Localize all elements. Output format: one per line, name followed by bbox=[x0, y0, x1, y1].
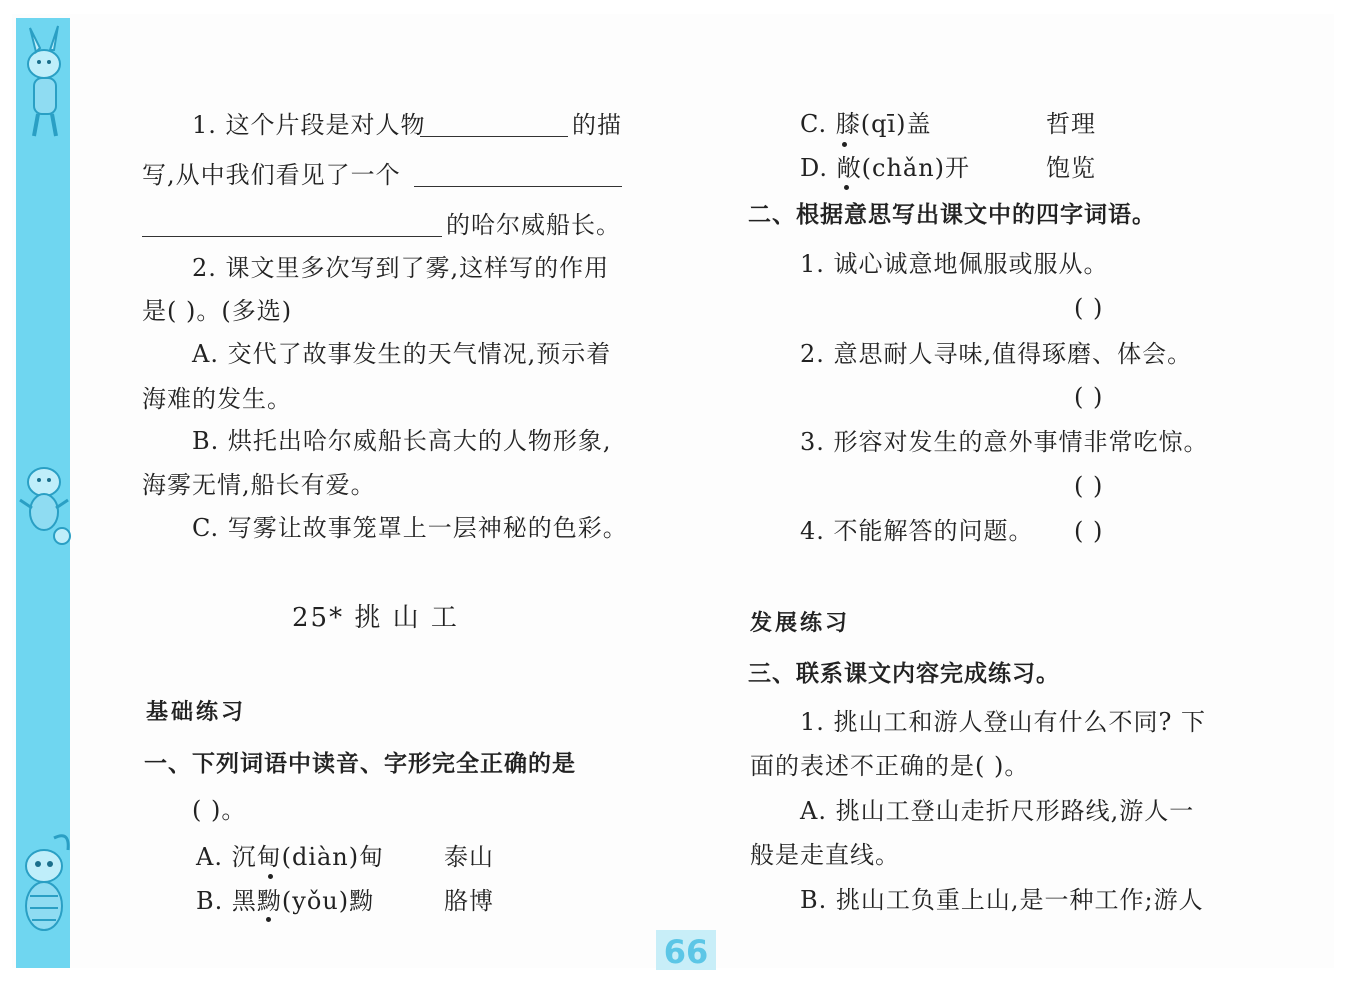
lesson-title: 25* 挑 山 工 bbox=[292, 603, 459, 633]
section-2-title: 二、根据意思写出课文中的四字词语。 bbox=[748, 202, 1156, 228]
basic-practice-heading: 基础练习 bbox=[146, 700, 247, 725]
emphasis-dot bbox=[844, 185, 849, 190]
section-1-title: 一、下列词语中读音、字形完全正确的是 bbox=[144, 751, 576, 777]
section-2-item-4: 4. 不能解答的问题。 bbox=[800, 517, 1034, 545]
answer-blank[interactable] bbox=[414, 186, 622, 187]
section-1-answer-paren: ( )。 bbox=[192, 796, 247, 824]
answer-paren[interactable]: ( ) bbox=[1074, 472, 1104, 500]
word-option-a: A. 沉甸(diàn)甸 bbox=[196, 843, 385, 871]
q2-option-c: C. 写雾让故事笼罩上一层神秘的色彩。 bbox=[192, 514, 628, 542]
tiger-mascot-icon bbox=[14, 830, 74, 940]
section-2-item-1: 1. 诚心诚意地佩服或服从。 bbox=[800, 250, 1109, 278]
q1-text-line3: 的哈尔威船长。 bbox=[446, 211, 621, 239]
word-option-d: D. 敞(chǎn)开 bbox=[800, 154, 971, 182]
section-3-option-a-line1: A. 挑山工登山走折尺形路线,游人一 bbox=[800, 797, 1195, 825]
section-3-q1-line1: 1. 挑山工和游人登山有什么不同? 下 bbox=[800, 708, 1207, 736]
section-3-title: 三、联系课文内容完成练习。 bbox=[748, 661, 1060, 687]
q2-option-a-line1: A. 交代了故事发生的天气情况,预示着 bbox=[192, 340, 612, 368]
q1-text-part2: 的描 bbox=[572, 111, 622, 139]
word-option-d-extra: 饱览 bbox=[1046, 154, 1096, 182]
answer-blank[interactable] bbox=[420, 136, 568, 137]
word-option-b: B. 黑黝(yǒu)黝 bbox=[196, 887, 375, 915]
q2-option-a-line2: 海难的发生。 bbox=[142, 385, 292, 413]
answer-paren[interactable]: ( ) bbox=[1074, 383, 1104, 411]
emphasis-dot bbox=[842, 142, 847, 147]
answer-paren[interactable]: ( ) bbox=[1074, 517, 1104, 545]
page-number: 66 bbox=[656, 930, 716, 970]
section-3-option-a-line2: 般是走直线。 bbox=[750, 841, 900, 869]
rabbit-mascot-icon bbox=[14, 24, 74, 144]
section-3-option-b-line1: B. 挑山工负重上山,是一种工作;游人 bbox=[800, 886, 1204, 914]
section-2-item-3: 3. 形容对发生的意外事情非常吃惊。 bbox=[800, 428, 1209, 456]
q2-option-b-line2: 海雾无情,船长有爱。 bbox=[142, 471, 376, 499]
answer-blank[interactable] bbox=[142, 236, 442, 237]
section-3-q1-line2: 面的表述不正确的是( )。 bbox=[750, 752, 1030, 780]
q2-option-b-line1: B. 烘托出哈尔威船长高大的人物形象, bbox=[192, 427, 612, 455]
q2-text-line2: 是( )。(多选) bbox=[142, 297, 293, 325]
development-practice-heading: 发展练习 bbox=[750, 611, 851, 636]
emphasis-dot bbox=[268, 874, 273, 879]
answer-paren[interactable]: ( ) bbox=[1074, 294, 1104, 322]
q1-text-line2: 写,从中我们看见了一个 bbox=[142, 161, 401, 189]
q2-text-line1: 2. 课文里多次写到了雾,这样写的作用 bbox=[192, 254, 610, 282]
raccoon-mascot-icon bbox=[14, 460, 74, 550]
emphasis-dot bbox=[266, 917, 271, 922]
word-option-c-extra: 哲理 bbox=[1046, 110, 1096, 138]
section-2-item-2: 2. 意思耐人寻味,值得琢磨、体会。 bbox=[800, 340, 1193, 368]
word-option-c: C. 膝(qī)盖 bbox=[800, 110, 932, 138]
word-option-a-extra: 泰山 bbox=[444, 843, 494, 871]
word-option-b-extra: 胳博 bbox=[444, 887, 494, 915]
q1-text-part1: 1. 这个片段是对人物 bbox=[192, 111, 426, 139]
